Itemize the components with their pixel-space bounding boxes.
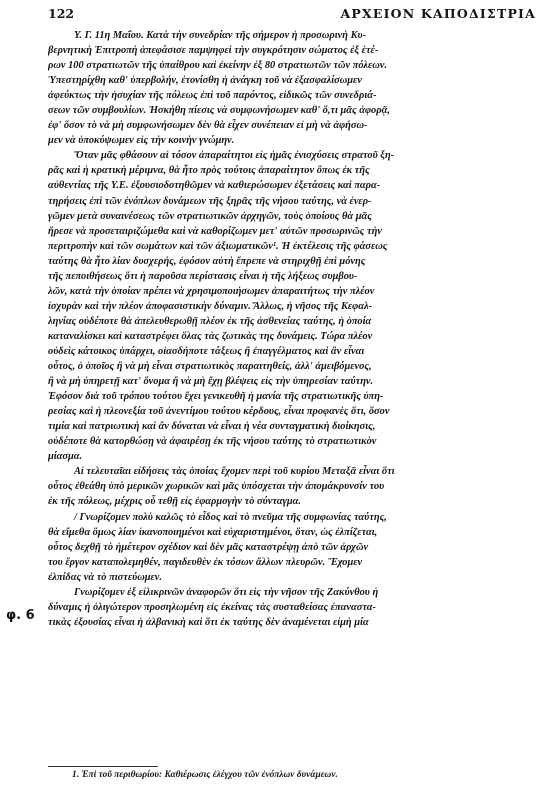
text-line: ἐλπίδας νὰ τὸ πιστεύωμεν. — [48, 571, 162, 583]
text-line: οὗτος δεχθῇ τὸ ἡμέτερον σχέδιον καὶ δὲν μᾶς καταστρέψῃ ἀπὸ τῶν ἀρχῶν — [48, 541, 369, 553]
page-header — [48, 6, 536, 24]
text-line: Ὅταν μᾶς φθάσουν αἱ τόσον ἀπαραίτητοι εἰς ἡμᾶς ἐνισχύσεις στρατοῦ ξη- — [74, 150, 395, 162]
text-line: τῆς πεποιθήσεως ὅτι ἡ παροῦσα περίστασις εἶναι ἡ τῆς λήξεως συμβου- — [48, 270, 358, 282]
text-line: τηρήσεις ἐπὶ τῶν ἐνόπλων δυνάμεων τῆς ξηρᾶς τῆς νήσου ταύτης, νὰ ἐνερ- — [48, 195, 372, 207]
text-line: καταναλίσκει καὶ καταστρέφει ὅλας τὰς ζωτικὰς της δυνάμεις. Τώρα πλέον — [48, 330, 373, 342]
text-line: λῶν, κατὰ τὴν ὁποίαν πρέπει νὰ χρησιμοποιήσωμεν ἀπαραιτήτως τὴν πλέον — [48, 285, 375, 297]
text-line: γῶμεν μετὰ συναινέσεως τῶν στρατιωτικῶν ἀρχηγῶν, τοὺς ὁποίους θὰ μᾶς — [48, 210, 372, 222]
text-line: Γνωρίζομεν ἐξ εἰλικρινῶν ἀναφορῶν ὅτι εἰς τὴν νῆσον τῆς Ζακύνθου ἡ — [74, 586, 379, 598]
text-line: οὗτος ἐθεάθη ὑπὸ μερικῶν χωρικῶν καὶ μᾶς ὑπόσχεται τὴν ἀπομάκρυνσίν του — [48, 481, 385, 493]
text-line: οὐδέποτε θὰ κατορθώσῃ νὰ ἀφαιρέσῃ ἐκ τῆς νήσου ταύτης τὸ στρατιωτικὸν — [48, 436, 377, 448]
text-line: ἢ νὰ μὴ ὑπηρετῇ κατ' ὄνομα ἢ νὰ μὴ ἔχῃ βλέψεις εἰς τὴν ὑπηρεσίαν ταύτην. — [48, 376, 374, 388]
footnote: 1. Ἐπὶ τοῦ περιθωρίου: Καθιέρωσις ἐλέγχου τῶν ἐνόπλων δυνάμεων. — [72, 770, 338, 780]
text-line: περιτροπὴν καὶ τῶν σωμάτων καὶ τῶν ἀξιωματικῶν¹. Ἡ ἐκτέλεσις τῆς φάσεως — [48, 240, 388, 252]
body-text — [48, 28, 536, 630]
paragraph — [48, 28, 536, 148]
text-line: Ὑπεστηρίχθη καθ' ὑπερβολήν, ἐτονίσθη ἡ ἀνάγκη τοῦ νὰ ἐξασφαλίσωμεν — [48, 75, 362, 87]
footnote-divider — [48, 766, 158, 767]
text-line: αὐθεντίας τῆς Υ.Ε. ἐξουσιοδοτηθῶμεν νὰ καθιερώσωμεν ἐξετάσεις καὶ παρα- — [48, 180, 381, 192]
text-line: Ἐφόσον διὰ τοῦ τρόπου τούτου ἔχει γενικευθῆ ἡ μανία τῆς στρατιωτικῆς ὑπη- — [48, 391, 384, 403]
text-line: ρᾶς καὶ ἡ κρατικὴ μέριμνα, θὰ ἦτο πρὸς τούτοις ἀπαραίτητον ὅπως ἐκ τῆς — [48, 165, 370, 177]
text-line: / Γνωρίζομεν πολὺ καλῶς τὸ εἶδος καὶ τὸ πνεῦμα τῆς συμφωνίας ταύτης, — [74, 511, 387, 523]
text-line: ταύτης θὰ ἦτο λίαν δυσχερής, ἐφόσον αὐτὴ ἔπρεπε νὰ στηριχθῇ ἐπὶ μόνης — [48, 255, 366, 267]
text-line: θὰ εἴμεθα ὅμως λίαν ἱκανοποιημένοι καὶ εὐχαριστημένοι, ὅταν, ὡς ἐλπίζεται, — [48, 526, 378, 538]
running-title: ΑΡΧΕΙΟΝ ΚΑΠΟΔΙΣΤΡΙΑ — [340, 6, 536, 21]
text-line: Υ. Γ. 11η Μαΐου. Κατὰ τὴν συνεδρίαν τῆς σήμερον ἡ προσωρινὴ Κυ- — [74, 30, 367, 41]
text-line: ἤρεσε νὰ προσεταιριζώμεθα καὶ νὰ καθορίζωμεν μετ' αὐτῶν προσωρινῶς τὴν — [48, 225, 382, 237]
text-line: οὗτος, ὁ ὁποῖος ἢ νὰ μὴ εἶναι στρατιωτικὸς παραιτηθείς, ἀλλ' ἀμειβόμενος, — [48, 361, 372, 373]
text-line: του ἔργον καταπολεμηθέν, παγιδευθὲν ἐκ τόσων ἄλλων πλευρῶν. Ἔχομεν — [48, 556, 363, 568]
text-line: ληνίας οὐδέποτε θὰ ἀπελευθερωθῇ πλέον ἐκ τῆς ἀσθενείας ταύτης, ἡ ὁποία — [48, 315, 372, 327]
text-line: ἀφεύκτως τὴν ἡσυχίαν τῆς πόλεως ἐπὶ τοῦ παρόντος, εἰδικῶς τῶν συνεδριά- — [48, 90, 377, 102]
text-line: μεν νὰ ὑποκύψωμεν εἰς τὴν κοινὴν γνώμην. — [48, 135, 235, 147]
text-line: μίασμα. — [48, 451, 83, 463]
paragraph — [48, 510, 536, 585]
paragraph — [48, 585, 536, 630]
page-number: 122 — [48, 6, 75, 21]
text-line: σεων τῶν συμβουλίων. Ἠσκήθη πίεσις νὰ συμφωνήσωμεν καθ' ὅ,τι μᾶς ἀφορᾷ, — [48, 105, 390, 117]
text-line: ἐκ τῆς πόλεως, μέχρις οὗ τεθῇ εἰς ἐφαρμογὴν τὸ σύνταγμα. — [48, 496, 301, 508]
text-line: ρων 100 στρατιωτῶν τῆς ὑπαίθρου καὶ ἐκείνην ἐξ 80 στρατιωτῶν τῶν πόλεων. — [48, 60, 387, 72]
text-line: Αἱ τελευταῖαι εἰδήσεις τὰς ὁποίας ἔχομεν περὶ τοῦ κυρίου Μεταξᾶ εἶναι ὅτι — [74, 466, 395, 478]
paragraph — [48, 464, 536, 509]
text-line: τιμία καὶ πατριωτικὴ καὶ ἂν δύναται νὰ εἶναι ἡ νέα συνταγματικὴ διοίκησις, — [48, 421, 376, 433]
text-line: ἐφ' ὅσον τὸ νὰ μὴ συμφωνήσωμεν δὲν θὰ εἶχεν συνέπειαν εἰ μὴ νὰ ἀφήσω- — [48, 120, 368, 132]
text-line: ρεσίας καὶ ἡ πλεονεξία τοῦ ἀνεντίμου τούτου κέρδους, εἶναι προφανὲς ὅτι, ὅσον — [48, 406, 390, 418]
paragraph — [48, 148, 536, 464]
text-line: ἰσχυρὰν καὶ τὴν πλέον ἀποφασιστικὴν δύναμιν. Ἄλλως, ἡ νῆσος τῆς Κεφαλ- — [48, 300, 373, 312]
text-line: οὐδεὶς κάτοικος ὑπάρχει, οἱασδήποτε τάξεως ἢ ἐπαγγέλματος καὶ ἂν εἶναι — [48, 345, 365, 357]
text-line: δύναμις ἡ ὀλιγώτερον προσηλωμένη εἰς ἐκείνας τὰς συσταθείσας ἐπαναστα- — [48, 601, 376, 613]
text-line: τικὰς ἐξουσίας εἶναι ἡ ἀλβανικὴ καὶ ὅτι ἐκ ταύτης δὲν ἀναμένεται εἰμὴ μία — [48, 616, 369, 628]
margin-folio-marker: φ. 6 — [6, 608, 35, 623]
text-line: βερνητικὴ Ἐπιτροπὴ ἀπεφάσισε παμψηφεὶ τὴν συγκρότησιν σώματος ἐξ ἑτέ- — [48, 45, 379, 57]
